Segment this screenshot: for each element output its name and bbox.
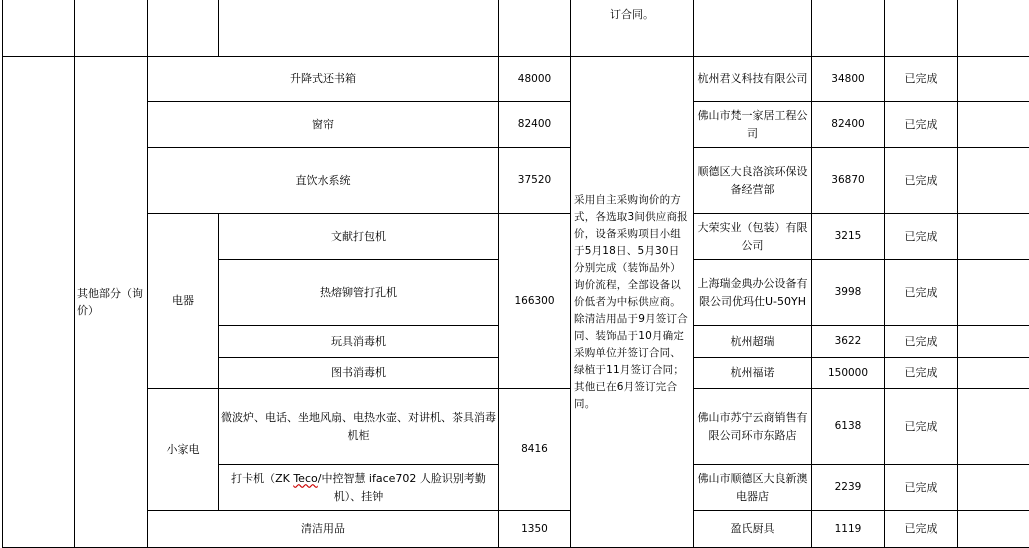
item-name: 微波炉、电话、坐地风扇、电热水壶、对讲机、茶具消毒机柜 [218,388,499,465]
cell-empty [957,147,1029,214]
supplier-cell: 盈氏厨具 [693,510,812,548]
price-cell: 3215 [811,213,885,260]
item-name: 直饮水系统 [147,147,499,214]
cell-empty [498,0,571,57]
supplier-cell: 杭州君义科技有限公司 [693,56,812,102]
cell-empty [957,213,1029,260]
cell-empty [957,510,1029,548]
status-cell: 已完成 [884,56,958,102]
item-name: 热熔铆管打孔机 [218,259,499,326]
price-cell: 2239 [811,464,885,511]
spellcheck-underlined-word: Teco [293,472,318,486]
cell-empty [693,0,812,57]
item-name: 升降式还书箱 [147,56,499,102]
item-name: 清洁用品 [147,510,499,548]
supplier-cell: 大荣实业（包装）有限公司 [693,213,812,260]
cell-empty [957,56,1029,102]
method-top-cell [570,0,694,57]
budget-cell: 8416 [498,388,571,511]
supplier-cell: 顺德区大良洛滨环保设备经营部 [693,147,812,214]
price-cell: 150000 [811,357,885,389]
status-cell: 已完成 [884,464,958,511]
cell-empty [74,0,148,57]
status-cell: 已完成 [884,213,958,260]
cell-empty [218,0,499,57]
price-cell: 82400 [811,101,885,148]
cell-empty [957,259,1029,326]
category-cell [74,56,148,548]
cell-empty [957,0,1029,57]
method-cell [570,56,694,548]
cell-empty [147,0,219,57]
item-name: 文献打包机 [218,213,499,260]
status-cell: 已完成 [884,357,958,389]
item-name: 打卡机（ZK Teco/中控智慧 iface702 人脸识别考勤机）、挂钟 [218,464,499,511]
supplier-cell: 杭州超瑞 [693,325,812,358]
status-cell: 已完成 [884,510,958,548]
group-small-appliances: 小家电 [147,388,219,511]
budget-cell: 166300 [498,213,571,389]
budget-cell: 1350 [498,510,571,548]
group-electric: 电器 [147,213,219,389]
price-cell: 36870 [811,147,885,214]
cell-empty [811,0,885,57]
item-name: 窗帘 [147,101,499,148]
supplier-cell: 上海瑞金典办公设备有限公司优玛仕U-50YH [693,259,812,326]
status-cell: 已完成 [884,259,958,326]
cell-empty [957,101,1029,148]
price-cell: 34800 [811,56,885,102]
supplier-cell: 佛山市顺德区大良新澳电器店 [693,464,812,511]
item-name: 图书消毒机 [218,357,499,389]
category-label: 其他部分（询价） [77,286,143,317]
cell-empty [957,357,1029,389]
cell-empty [957,464,1029,511]
status-cell: 已完成 [884,388,958,465]
budget-cell: 48000 [498,56,571,102]
status-cell: 已完成 [884,325,958,358]
item-name: 玩具消毒机 [218,325,499,358]
supplier-cell: 杭州福诺 [693,357,812,389]
status-cell: 已完成 [884,147,958,214]
cell-empty [957,325,1029,358]
price-cell: 1119 [811,510,885,548]
method-text: 采用自主采购询价的方式，各选取3间供应商报价，设备采购项目小组于5月18日、5月30日分别完成（装饰品外）询价流程，全部设备以价低者为中标供应商。除清洁用品于9月签订合同、装饰品于10月确定采购单位并签订合同、绿植于11月签订合同；其他已在6月签订完合同。 [574,193,688,410]
method-top-text: 订合同。 [610,8,654,21]
budget-cell: 82400 [498,101,571,148]
cell-empty [2,0,75,57]
price-cell: 6138 [811,388,885,465]
supplier-cell: 佛山市苏宁云商销售有限公司环市东路店 [693,388,812,465]
price-cell: 3998 [811,259,885,326]
status-cell: 已完成 [884,101,958,148]
supplier-cell: 佛山市梵一家居工程公司 [693,101,812,148]
cell-empty [884,0,958,57]
cell-empty [2,56,75,548]
budget-cell: 37520 [498,147,571,214]
cell-empty [957,388,1029,465]
price-cell: 3622 [811,325,885,358]
